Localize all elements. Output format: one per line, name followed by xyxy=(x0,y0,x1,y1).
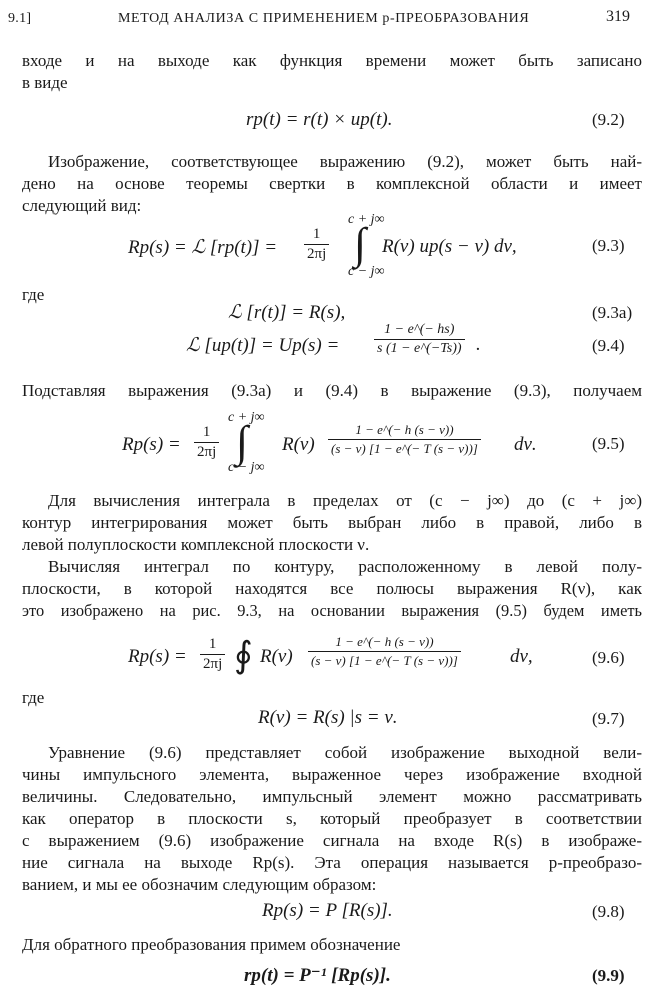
fraction-numerator: 1 − e^(− hs) xyxy=(374,322,465,340)
equation-number: (9.3) xyxy=(592,236,625,255)
fraction-numerator: 1 − e^(− h (s − ν)) xyxy=(328,422,481,440)
where-label: где xyxy=(22,688,45,707)
equation-9-7: R(ν) = R(s) |s = ν. xyxy=(258,707,398,728)
text-line: в виде xyxy=(22,73,68,92)
text-line: с выражением (9.6) изображение сигнала на входе R(s) в изображе- xyxy=(22,831,642,850)
text-line: Для обратного преобразования примем обозначение xyxy=(22,935,401,954)
equation-9-2: rp(t) = r(t) × up(t). xyxy=(246,109,393,130)
fraction-numerator: 1 xyxy=(304,226,329,245)
equation-number: (9.4) xyxy=(592,336,625,355)
equation-9-9: rp(t) = P⁻¹ [Rp(s)]. xyxy=(244,965,391,986)
text-line: входе и на выходе как функция времени может быть записано xyxy=(22,51,642,70)
integrand-r: R(ν) xyxy=(260,646,293,667)
text-line: ние сигнала на выходе Rp(s). Эта операция называется p-преобразо- xyxy=(22,853,642,872)
integrand: R(ν) up(s − ν) dν, xyxy=(382,236,517,257)
text-line: чины импульсного элемента, выраженное через изображение входной xyxy=(22,765,642,784)
integral-sign: ∫ xyxy=(354,219,367,268)
fraction xyxy=(308,634,461,669)
equation-lhs: Rp(s) = xyxy=(122,434,181,455)
fraction xyxy=(374,322,465,357)
text-line: это изображено на рис. 9.3, на основании выражения (9.5) будем иметь xyxy=(22,601,642,620)
paragraph-5 xyxy=(22,556,642,622)
running-title: МЕТОД АНАЛИЗА С ПРИМЕНЕНИЕМ p-ПРЕОБРАЗОВАНИЯ xyxy=(118,11,530,26)
where-label: где xyxy=(22,285,45,304)
text-line: как оператор в плоскости s, который преобразует в соответствии xyxy=(22,809,642,828)
text-line: плоскости, в которой находятся все полюсы выражения R(ν), как xyxy=(22,579,642,598)
page-number: 319 xyxy=(606,8,630,25)
paragraph-1 xyxy=(22,50,642,94)
text-line: Вычисляя интеграл по контуру, расположенному в левой полу- xyxy=(48,557,642,576)
equation-number: (9.6) xyxy=(592,648,625,667)
fraction-numerator: 1 − e^(− h (s − ν)) xyxy=(308,634,461,652)
integral-lower-limit: c − j∞ xyxy=(348,264,385,279)
fraction-denominator: (s − ν) [1 − e^(− T (s − ν))] xyxy=(311,653,458,668)
paragraph-4 xyxy=(22,490,642,556)
integral-sign: ∫ xyxy=(236,417,249,466)
fraction-numerator: 1 xyxy=(200,636,225,655)
fraction-denominator: s (1 − e^(−Ts)) xyxy=(377,341,462,356)
text-line: Для вычисления интеграла в пределах от (c − j∞) до (c + j∞) xyxy=(48,491,642,510)
contour-integral-sign: ∮ xyxy=(234,635,253,675)
text-line: Уравнение (9.6) представляет собой изображение выходной вели- xyxy=(48,743,642,762)
equation-number: (9.7) xyxy=(592,709,625,728)
coefficient-fraction xyxy=(304,226,329,263)
equation-number: (9.3а) xyxy=(592,303,633,322)
equation-9-8: Rp(s) = P [R(s)]. xyxy=(262,900,393,921)
integral-upper-limit: c + j∞ xyxy=(348,212,385,227)
paragraph-2 xyxy=(22,151,642,217)
equation-tail: . xyxy=(476,334,481,355)
equation-number: (9.5) xyxy=(592,434,625,453)
paragraph-7 xyxy=(22,934,642,956)
equation-number: (9.9) xyxy=(592,966,625,985)
fraction xyxy=(328,422,481,457)
text-line: дено на основе теоремы свертки в комплексной области и имеет xyxy=(22,174,642,193)
equation-number: (9.2) xyxy=(592,110,625,129)
integral-lower-limit: c − j∞ xyxy=(228,460,265,475)
fraction-denominator: 2πj xyxy=(307,246,327,262)
fraction-denominator: (s − ν) [1 − e^(− T (s − ν))] xyxy=(331,441,478,456)
text-line: следующий вид: xyxy=(22,196,142,215)
equation-9-3a: ℒ [r(t)] = R(s), xyxy=(228,302,346,323)
equation-tail: dν, xyxy=(510,646,533,667)
equation-tail: dν. xyxy=(514,434,537,455)
text-line: левой полуплоскости комплексной плоскости ν. xyxy=(22,535,370,554)
integral-upper-limit: c + j∞ xyxy=(228,410,265,425)
paragraph-3 xyxy=(22,380,642,402)
integrand-r: R(ν) xyxy=(282,434,315,455)
fraction-denominator: 2πj xyxy=(203,656,223,672)
equation-lhs: Rp(s) = xyxy=(128,646,187,667)
text-line: Изображение, соответствующее выражению (9.2), может быть най- xyxy=(48,152,642,171)
equation-lhs: Rp(s) = ℒ [rp(t)] = xyxy=(128,237,278,258)
text-line: ванием, и мы ее обозначим следующим образом: xyxy=(22,875,377,894)
coefficient-fraction xyxy=(200,636,225,673)
coefficient-fraction xyxy=(194,424,219,461)
section-number: 9.1] xyxy=(8,11,32,26)
fraction-numerator: 1 xyxy=(194,424,219,443)
equation-lhs: ℒ [up(t)] = Up(s) = xyxy=(186,335,340,356)
fraction-denominator: 2πj xyxy=(197,444,217,460)
text-line: величины. Следовательно, импульсный элемент можно рассматривать xyxy=(22,787,642,806)
text-line: Подставляя выражения (9.3а) и (9.4) в выражение (9.3), получаем xyxy=(22,381,642,400)
equation-number: (9.8) xyxy=(592,902,625,921)
text-line: контур интегрирования может быть выбран либо в правой, либо в xyxy=(22,513,642,532)
paragraph-6 xyxy=(22,742,642,896)
